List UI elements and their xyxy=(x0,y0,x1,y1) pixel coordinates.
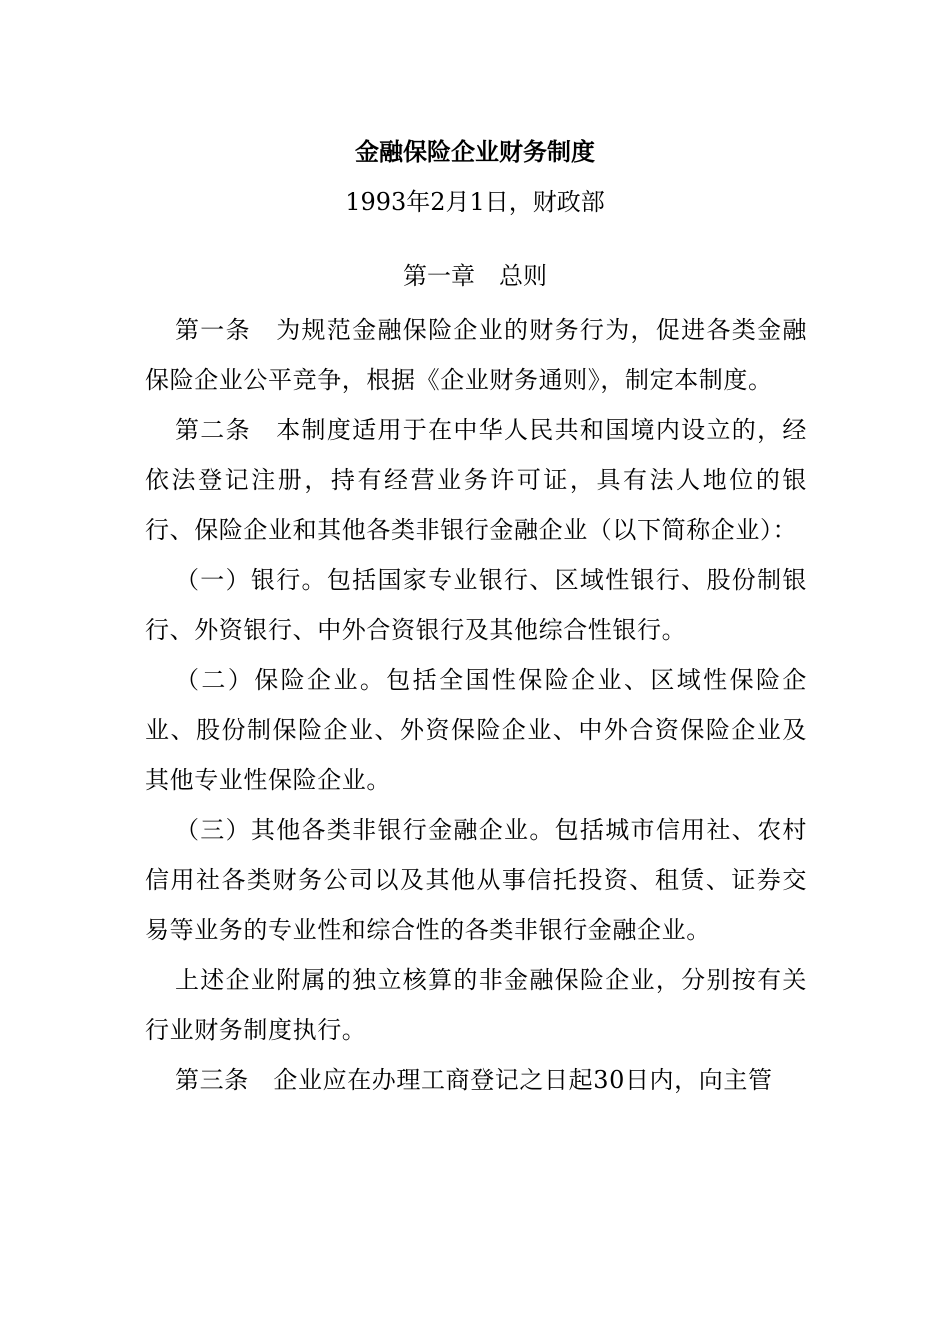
article-3-paragraph xyxy=(145,1055,807,1105)
article-label: 第三条 xyxy=(175,1066,274,1094)
article-label: 第二条 xyxy=(175,416,277,444)
article-1-paragraph xyxy=(145,305,807,405)
item-1-paragraph xyxy=(145,555,807,655)
paragraph-text: （二）保险企业。包括全国性保险企业、区域性保险企业、股份制保险企业、外资保险企业、中外合资保险企业及其他专业性保险企业。 xyxy=(145,666,807,794)
document-body xyxy=(145,305,807,1105)
note-paragraph xyxy=(145,955,807,1055)
item-3-paragraph xyxy=(145,805,807,955)
paragraph-text: 本制度适用于在中华人民共和国境内设立的，经依法登记注册，持有经营业务许可证，具有法人地位的银行、保险企业和其他各类非银行金融企业（以下简称企业）： xyxy=(145,416,807,544)
document-title: 金融保险企业财务制度 xyxy=(355,137,595,166)
paragraph-text: 上述企业附属的独立核算的非金融保险企业，分别按有关行业财务制度执行。 xyxy=(145,966,807,1044)
item-2-paragraph xyxy=(145,655,807,805)
article-2-paragraph xyxy=(145,405,807,555)
paragraph-text: （一）银行。包括国家专业银行、区域性银行、股份制银行、外资银行、中外合资银行及其他综合性银行。 xyxy=(145,566,807,644)
paragraph-text: 为规范金融保险企业的财务行为，促进各类金融保险企业公平竞争，根据《企业财务通则》，制定本制度。 xyxy=(145,316,807,394)
chapter-heading: 第一章 总则 xyxy=(403,262,547,290)
paragraph-text: 企业应在办理工商登记之日起30日内，向主管 xyxy=(273,1066,773,1094)
paragraph-text: （三）其他各类非银行金融企业。包括城市信用社、农村信用社各类财务公司以及其他从事信托投资、租赁、证券交易等业务的专业性和综合性的各类非银行金融企业。 xyxy=(145,816,807,944)
article-label: 第一条 xyxy=(175,316,277,344)
issuer-line: 1993年2月1日，财政部 xyxy=(345,188,605,216)
